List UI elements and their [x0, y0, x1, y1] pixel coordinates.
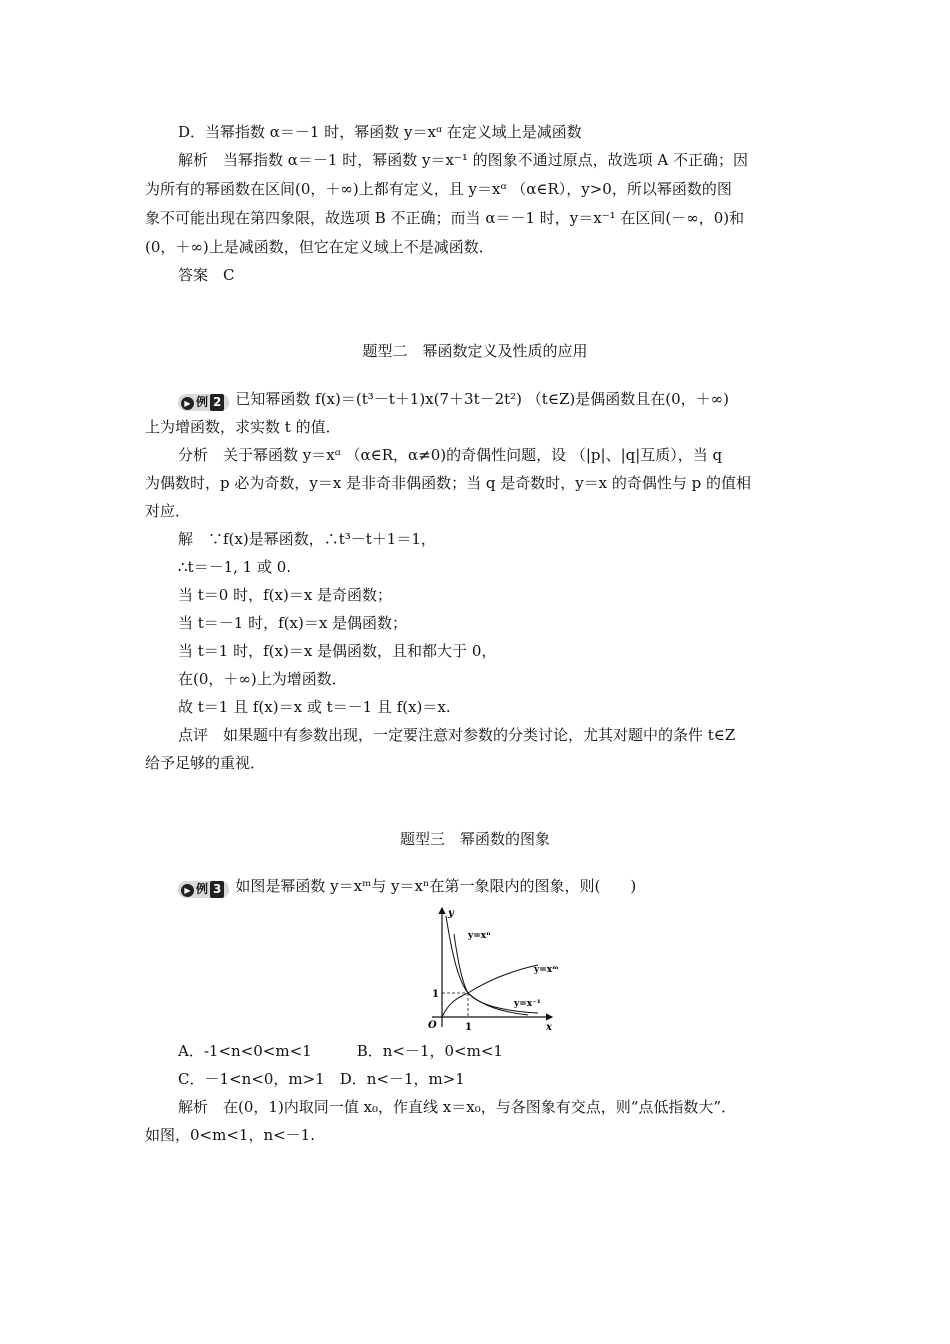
fenxi-line-1: 分析 关于幂函数 y＝xᵅ （α∈R，α≠0)的奇偶性问题，设 （|p|、|q|互质），当 q	[178, 446, 723, 464]
solution-line-3: 当 t＝0 时，f(x)＝x 是奇函数；	[178, 586, 393, 604]
solution-line-4: 当 t＝－1 时，f(x)＝x 是偶函数；	[178, 614, 408, 632]
x-axis-label: x	[546, 1022, 552, 1033]
analysis-line-3: 象不可能出现在第四象限，故选项 B 不正确；而当 α＝－1 时，y＝x⁻¹ 在区间(－∞，0)和	[145, 209, 745, 227]
curve-inv-label: y=x⁻¹	[514, 999, 541, 1009]
section-heading-2: 题型二 幂函数定义及性质的应用	[362, 342, 588, 360]
solution-line-2: ∴t＝－1, 1 或 0.	[178, 558, 292, 576]
play-icon: ▶	[181, 884, 194, 897]
example-2-line-1: ▶ 例 2 已知幂函数 f(x)＝(t³－t＋1)x(7＋3t－2t²) （t∈Z)是偶函数且在(0，＋∞)	[178, 389, 810, 411]
y-tick-1: 1	[432, 989, 439, 1000]
curve-x-m	[442, 965, 538, 1017]
section-heading-3: 题型三 幂函数的图象	[399, 830, 550, 848]
analysis-3-line-2: 如图，0<m<1，n<－1.	[145, 1126, 315, 1144]
example-badge: ▶ 例 3	[178, 881, 229, 898]
play-icon: ▶	[181, 397, 194, 410]
answer: 答案 C	[178, 266, 235, 284]
fenxi-line-3: 对应．	[145, 502, 191, 520]
fenxi-line-2: 为偶数时，p 必为奇数，y＝x 是非奇非偶函数；当 q 是奇数时，y＝x 的奇偶性与 p 的值相	[145, 474, 752, 492]
example-3-line: ▶ 例 3 如图是幂函数 y＝xᵐ与 y＝xⁿ在第一象限内的图象，则( )	[178, 876, 810, 898]
power-function-graph	[410, 902, 560, 1037]
curve-m-label: y=xᵐ	[534, 965, 559, 975]
comment-line-2: 给予足够的重视．	[145, 754, 266, 772]
option-c-d: C．－1<n<0，m>1 D．n<－1，m>1	[178, 1070, 465, 1088]
x-tick-1: 1	[465, 1022, 472, 1033]
analysis-line-4: (0，＋∞)上是减函数，但它在定义域上不是减函数．	[145, 238, 494, 256]
example-badge: ▶ 例 2	[178, 394, 229, 411]
analysis-3-line-1: 解析 在(0，1)内取同一值 x₀，作直线 x＝x₀，与各图象有交点，则“点低指数大”．	[178, 1098, 737, 1116]
solution-line-6: 在(0，＋∞)上为增函数．	[178, 670, 347, 688]
analysis-line-2: 为所有的幂函数在区间(0，＋∞)上都有定义，且 y＝xᵅ （α∈R），y>0，所以幂函数的图	[145, 180, 732, 198]
solution-line-5: 当 t＝1 时，f(x)＝x 是偶函数，且和都大于 0，	[178, 642, 497, 660]
option-d: D．当幂指数 α＝－1 时，幂函数 y＝xᵅ 在定义域上是减函数	[178, 123, 582, 141]
solution-line-1: 解 ∵f(x)是幂函数，∴t³－t＋1＝1，	[178, 530, 436, 548]
option-a-b: A．-1<n<0<m<1 B．n<－1，0<m<1	[178, 1042, 503, 1060]
origin-label: O	[428, 1020, 437, 1031]
example-2-line-2: 上为增函数，求实数 t 的值．	[145, 418, 341, 436]
analysis-line-1: 解析 当幂指数 α＝－1 时，幂函数 y＝x⁻¹ 的图象不通过原点，故选项 A 不正确；因	[178, 151, 748, 169]
curve-n-label: y=xⁿ	[468, 931, 491, 941]
solution-line-7: 故 t＝1 且 f(x)＝x 或 t＝－1 且 f(x)＝x.	[178, 698, 451, 716]
y-axis-label: y	[448, 908, 454, 919]
comment-line-1: 点评 如果题中有参数出现，一定要注意对参数的分类讨论，尤其对题中的条件 t∈Z	[178, 726, 736, 744]
